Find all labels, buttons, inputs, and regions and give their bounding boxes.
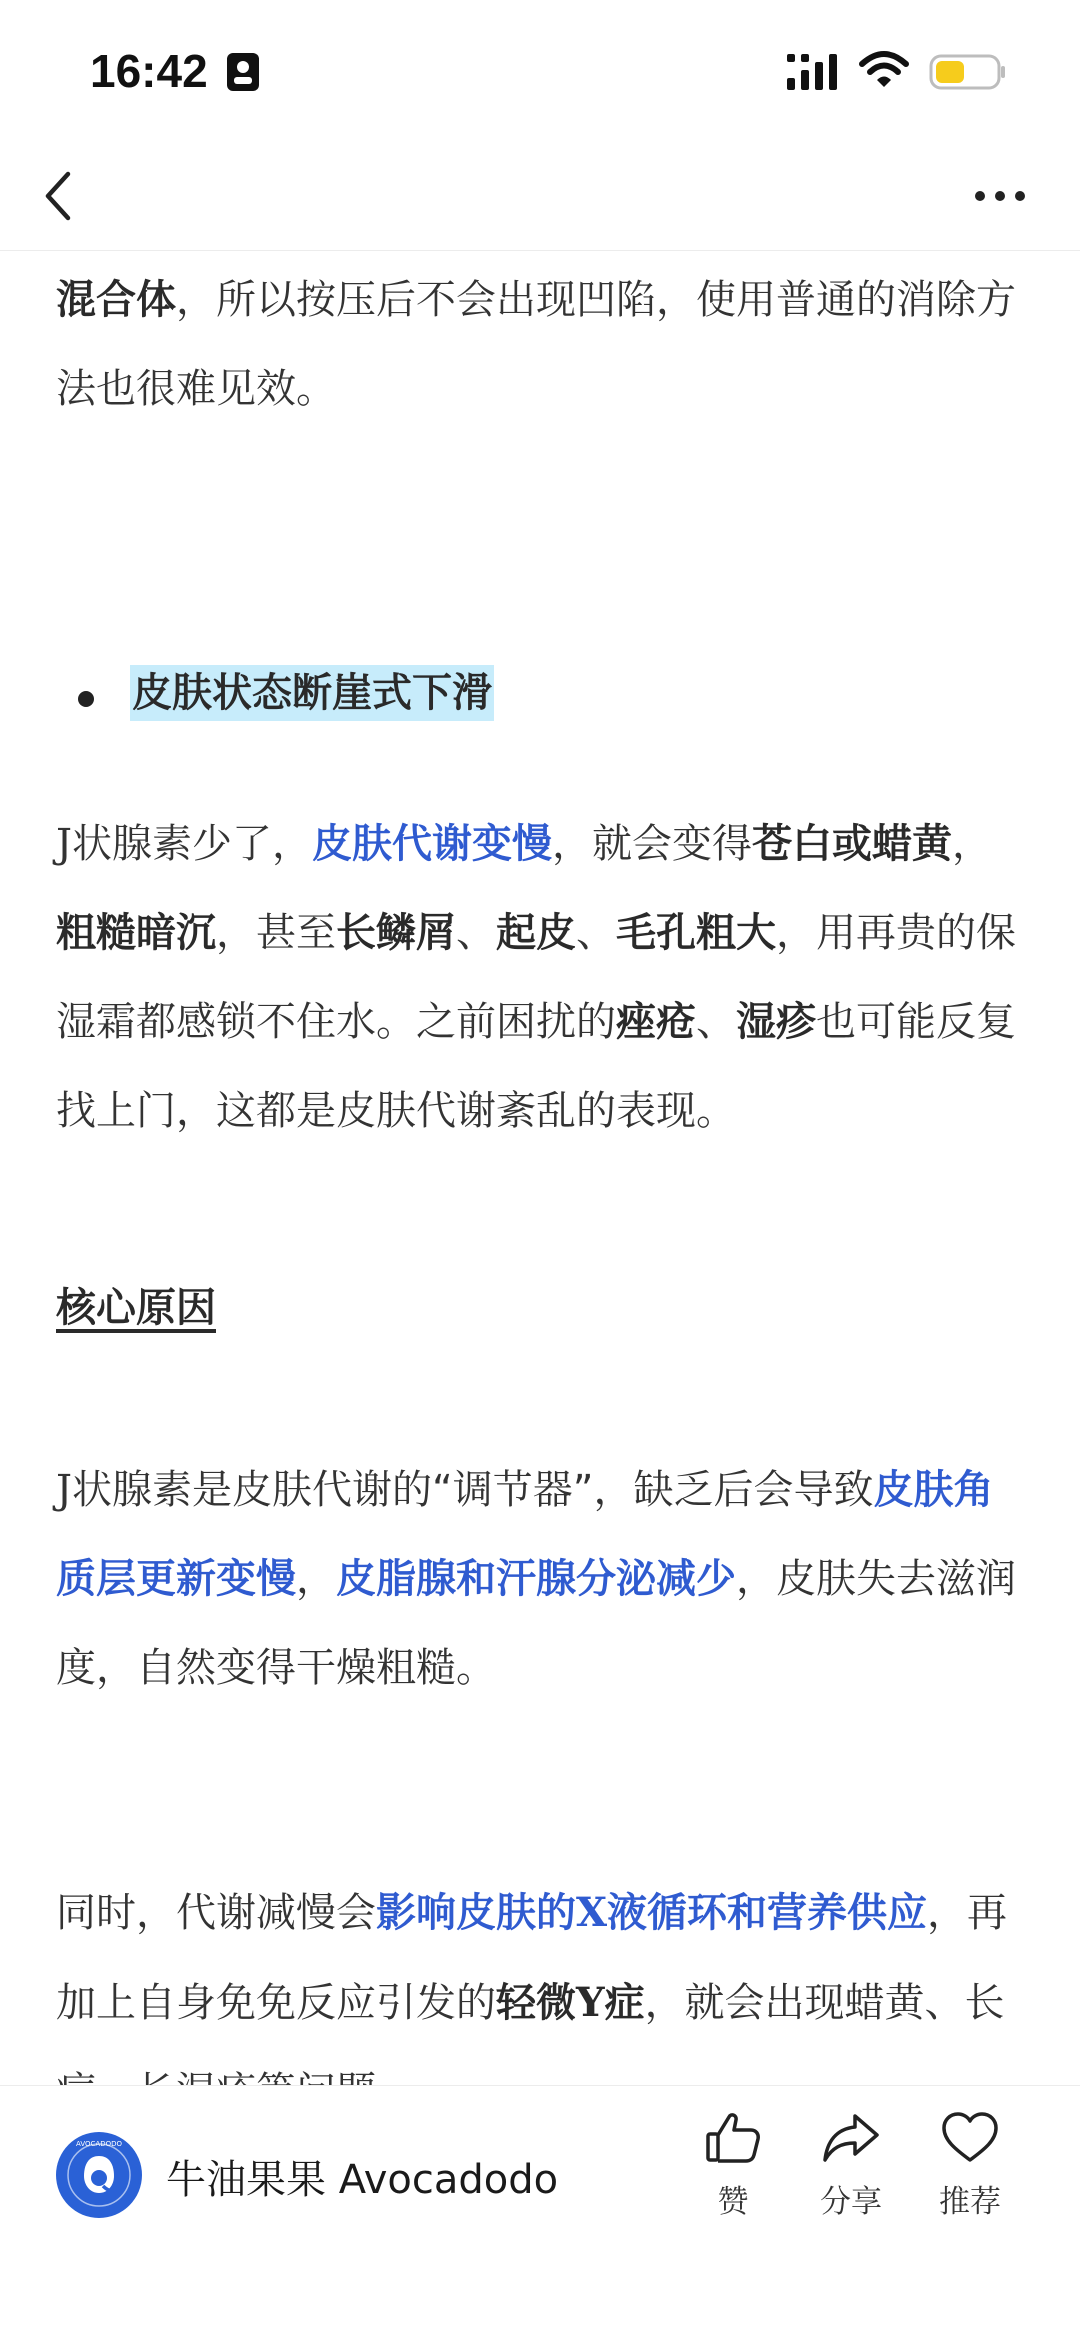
heart-icon xyxy=(940,2110,1000,2166)
wifi-icon xyxy=(860,50,908,90)
bold-text: 长鳞屑 xyxy=(336,910,456,956)
share-button[interactable] xyxy=(801,2110,901,2221)
body-text: J xyxy=(56,1467,73,1513)
author-name[interactable]: 牛油果果 Avocadodo xyxy=(166,2157,559,2203)
bold-text: 湿疹 xyxy=(736,999,816,1045)
bullet-item xyxy=(56,665,1024,735)
status-time: 16:42 xyxy=(90,45,208,97)
body-text: 、 xyxy=(456,910,496,956)
highlight-text: X xyxy=(576,1889,608,1936)
recommend-label: 推荐 xyxy=(939,2184,1001,2220)
thumbs-up-icon xyxy=(703,2110,763,2166)
body-text: ，皮肤失去滋润度，自然变得干燥粗糙。 xyxy=(56,1556,1016,1691)
body-text: ，再加上自身免免反应引发的 xyxy=(56,1890,1008,2026)
body-text: 、 xyxy=(696,999,736,1045)
paragraph-skin-state xyxy=(56,800,1024,1156)
avocado-logo-icon xyxy=(56,2132,142,2218)
back-icon[interactable] xyxy=(40,168,80,224)
bold-text: Y xyxy=(576,1979,605,2026)
bold-text: 轻微 xyxy=(496,1980,576,2026)
highlight-text: 皮肤代谢变慢 xyxy=(312,821,553,867)
body-text: 状腺素是皮肤代谢的“调节器”，缺乏后会导致 xyxy=(72,1467,874,1513)
nav-bar xyxy=(0,140,1080,251)
body-text: ，所以按压后不会出现凹陷，使用普通的消除方法也很难见效。 xyxy=(56,277,1016,412)
body-text: 同时，代谢减慢会 xyxy=(56,1890,376,1936)
body-text: 、 xyxy=(576,910,616,956)
avatar[interactable] xyxy=(56,2132,142,2218)
id-card-icon xyxy=(226,52,260,92)
like-button[interactable] xyxy=(683,2110,783,2221)
body-text: ，用再贵的保湿霜都感锁不住水。之前困扰的 xyxy=(56,910,1016,1045)
body-text: ， xyxy=(952,821,993,867)
more-icon[interactable] xyxy=(970,176,1030,216)
avatar-text: AVOCADODO xyxy=(76,2140,122,2148)
bold-text: 毛孔粗大 xyxy=(616,910,776,956)
body-text: 也可能反复找上门，这都是皮肤代谢紊乱的表现。 xyxy=(56,999,1016,1134)
bold-text: 症 xyxy=(604,1980,645,2026)
body-text: ， xyxy=(296,1556,336,1602)
share-icon xyxy=(821,2110,881,2166)
share-label: 分享 xyxy=(820,2184,882,2220)
body-text: 状腺素少了， xyxy=(72,821,313,867)
status-bar xyxy=(0,0,1080,140)
section-title-row xyxy=(56,1264,1024,1353)
recommend-button[interactable] xyxy=(920,2110,1020,2221)
body-text: ，就会变得 xyxy=(552,821,753,867)
bold-text: 混合体 xyxy=(56,277,176,323)
body-text: J xyxy=(56,821,73,867)
highlight-text: 皮肤角质层更新变慢 xyxy=(56,1467,994,1602)
highlight-text: 皮脂腺和汗腺分泌减少 xyxy=(336,1556,736,1602)
signal-icon xyxy=(785,52,843,92)
paragraph-core-cause xyxy=(56,1446,1024,1713)
bold-text: 痤疮 xyxy=(616,999,696,1045)
section-title: 核心原因 xyxy=(56,1285,216,1331)
bullet-heading: 皮肤状态断崖式下滑 xyxy=(130,665,494,721)
article-content xyxy=(56,250,1024,2085)
bold-text: 粗糙暗沉 xyxy=(56,910,216,956)
highlight-text: 液循环和营养供应 xyxy=(607,1890,928,1936)
bold-text: 起皮 xyxy=(496,910,576,956)
highlight-text: 影响皮肤的 xyxy=(376,1890,576,1936)
bold-text: 苍白或蜡黄 xyxy=(752,821,953,867)
body-text: ，甚至 xyxy=(216,910,336,956)
battery-icon xyxy=(930,52,1006,92)
bullet-dot-icon xyxy=(78,691,94,707)
author-footer xyxy=(0,2085,1080,2338)
like-label: 赞 xyxy=(717,2184,749,2220)
paragraph-intro xyxy=(56,256,1024,434)
body-text: ，就会出现蜡黄、长 xyxy=(644,1980,1005,2026)
